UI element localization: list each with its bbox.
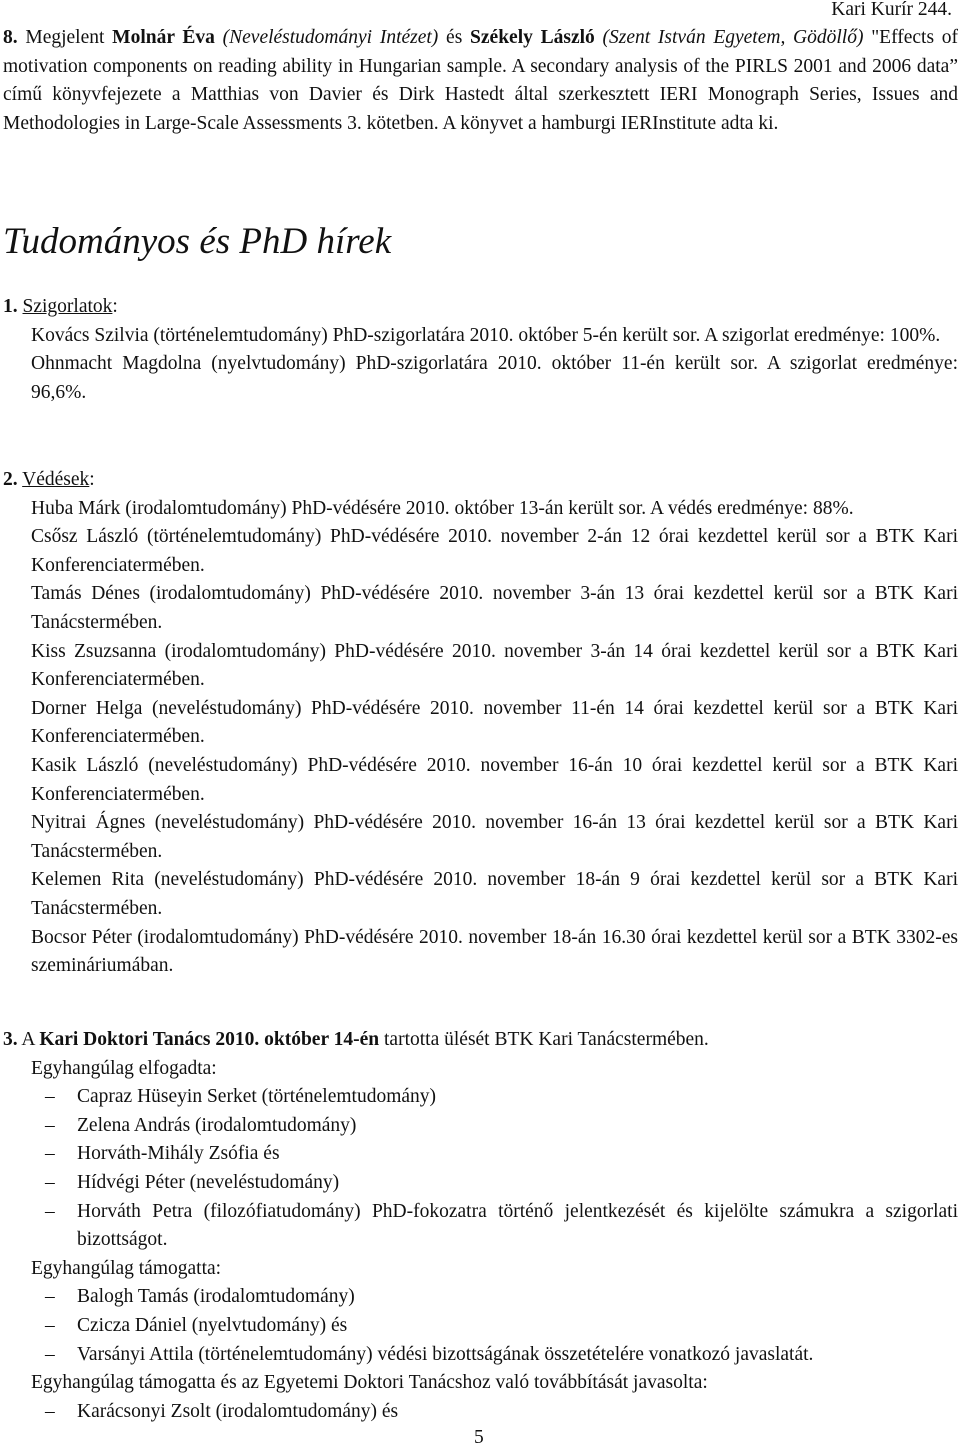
running-header: Kari Kurír 244. bbox=[831, 0, 952, 20]
defense-item: Kiss Zsuzsanna (irodalomtudomány) PhD-védésére 2010. november 3-án 14 órai kezdettel kerül sor a BTK Kari Konferenciatermében. bbox=[31, 640, 958, 691]
supported-label: Egyhangúlag támogatta: bbox=[31, 1257, 222, 1279]
supported-item: – Varsányi Attila (történelemtudomány) védési bizottságának összetételére vonatkozó javaslatát. bbox=[45, 1343, 814, 1365]
accepted-item: – Capraz Hüseyin Serket (történelemtudomány) bbox=[45, 1086, 437, 1108]
author-affiliation: (Neveléstudományi Intézet) bbox=[222, 27, 439, 48]
exams-section bbox=[3, 293, 958, 407]
defense-item: Kelemen Rita (neveléstudomány) PhD-védésére 2010. november 18-án 9 órai kezdettel kerül sor a BTK Kari Tanácstermében. bbox=[31, 869, 958, 919]
exam-item: Ohnmacht Magdolna (nyelvtudomány) PhD-szigorlatára 2010. október 11-én került sor. A szigorlat eredménye: 96,6%. bbox=[31, 353, 958, 403]
accepted-item: – Horváth Petra (filozófiatudomány) PhD-fokozatra történő jelentkezését és kijelölte számukra a szigorlati bizottságot. bbox=[45, 1200, 958, 1251]
supported-item: – Balogh Tamás (irodalomtudomány) bbox=[45, 1286, 355, 1308]
defense-item: Kasik László (neveléstudomány) PhD-védésére 2010. november 16-án 10 órai kezdettel kerül sor a BTK Kari Konferenciatermében. bbox=[31, 754, 958, 805]
author-name: Székely László bbox=[470, 27, 595, 48]
author-affiliation: (Szent István Egyetem, Gödöllő) bbox=[602, 27, 864, 48]
defense-item: Tamás Dénes (irodalomtudomány) PhD-védésére 2010. november 3-án 13 órai kezdettel kerül sor a BTK Kari Tanácstermében. bbox=[31, 583, 958, 633]
item-number: 8. bbox=[3, 27, 18, 48]
council-heading: 3. A Kari Doktori Tanács 2010. október 14-én tartotta ülését BTK Kari Tanácstermében. bbox=[3, 1029, 709, 1050]
defenses-section bbox=[3, 466, 958, 981]
forwarded-label: Egyhangúlag támogatta és az Egyetemi Doktori Tanácshoz való továbbítását javasolta: bbox=[31, 1372, 708, 1394]
defense-item: Huba Márk (irodalomtudomány) PhD-védésére 2010. október 13-án került sor. A védés eredménye: 88%. bbox=[31, 497, 854, 519]
defenses-heading: 2. Védések: bbox=[3, 469, 95, 490]
accepted-item: – Zelena András (irodalomtudomány) bbox=[45, 1114, 357, 1136]
accepted-item: – Horváth-Mihály Zsófia és bbox=[45, 1143, 280, 1165]
author-name: Molnár Éva bbox=[112, 27, 215, 48]
accepted-label: Egyhangúlag elfogadta: bbox=[31, 1057, 217, 1079]
defense-item: Nyitrai Ágnes (neveléstudomány) PhD-védésére 2010. november 16-án 13 órai kezdettel kerül sor a BTK Kari Tanácstermében. bbox=[31, 812, 958, 862]
supported-item: – Czicza Dániel (nyelvtudomány) és bbox=[45, 1314, 348, 1336]
exams-heading: 1. Szigorlatok: bbox=[3, 296, 118, 317]
forwarded-item: – Karácsonyi Zsolt (irodalomtudomány) és bbox=[45, 1400, 399, 1422]
defense-item: Dorner Helga (neveléstudomány) PhD-védésére 2010. november 11-én 14 órai kezdettel kerül sor a BTK Kari Konferenciatermében. bbox=[31, 697, 958, 748]
exam-item: Kovács Szilvia (történelemtudomány) PhD-szigorlatára 2010. október 5-én került sor. A szigorlat eredménye: 100%. bbox=[31, 324, 941, 346]
council-section bbox=[3, 1026, 958, 1426]
defense-item: Csősz László (történelemtudomány) PhD-védésére 2010. november 2-án 12 órai kezdettel kerül sor a BTK Kari Konferenciatermében. bbox=[31, 526, 958, 576]
defense-item: Bocsor Péter (irodalomtudomány) PhD-védésére 2010. november 18-án 16.30 órai kezdettel kerül sor a BTK 3302-es szemináriumában. bbox=[31, 926, 958, 977]
accepted-item: – Hídvégi Péter (neveléstudomány) bbox=[45, 1171, 340, 1193]
page-number: 5 bbox=[474, 1427, 484, 1448]
section-heading: Tudományos és PhD hírek bbox=[3, 221, 392, 262]
publication-notice: 8. Megjelent Molnár Éva (Neveléstudományi Intézet) és Székely László (Szent István Egyetem, Gödöllő) "Effects of motivation components on reading ability in Hungarian sample. A secondary analysis of the PIRLS 2001 and 2006 data” című könyvfejezete a Matthias von Davier és Dirk Hastedt által szerkesztett IERI Monograph Series, Issues and Methodologies in Large-Scale Assessments 3. kötetben. A könyvet a hamburgi IERInstitute adta ki. bbox=[3, 27, 959, 134]
